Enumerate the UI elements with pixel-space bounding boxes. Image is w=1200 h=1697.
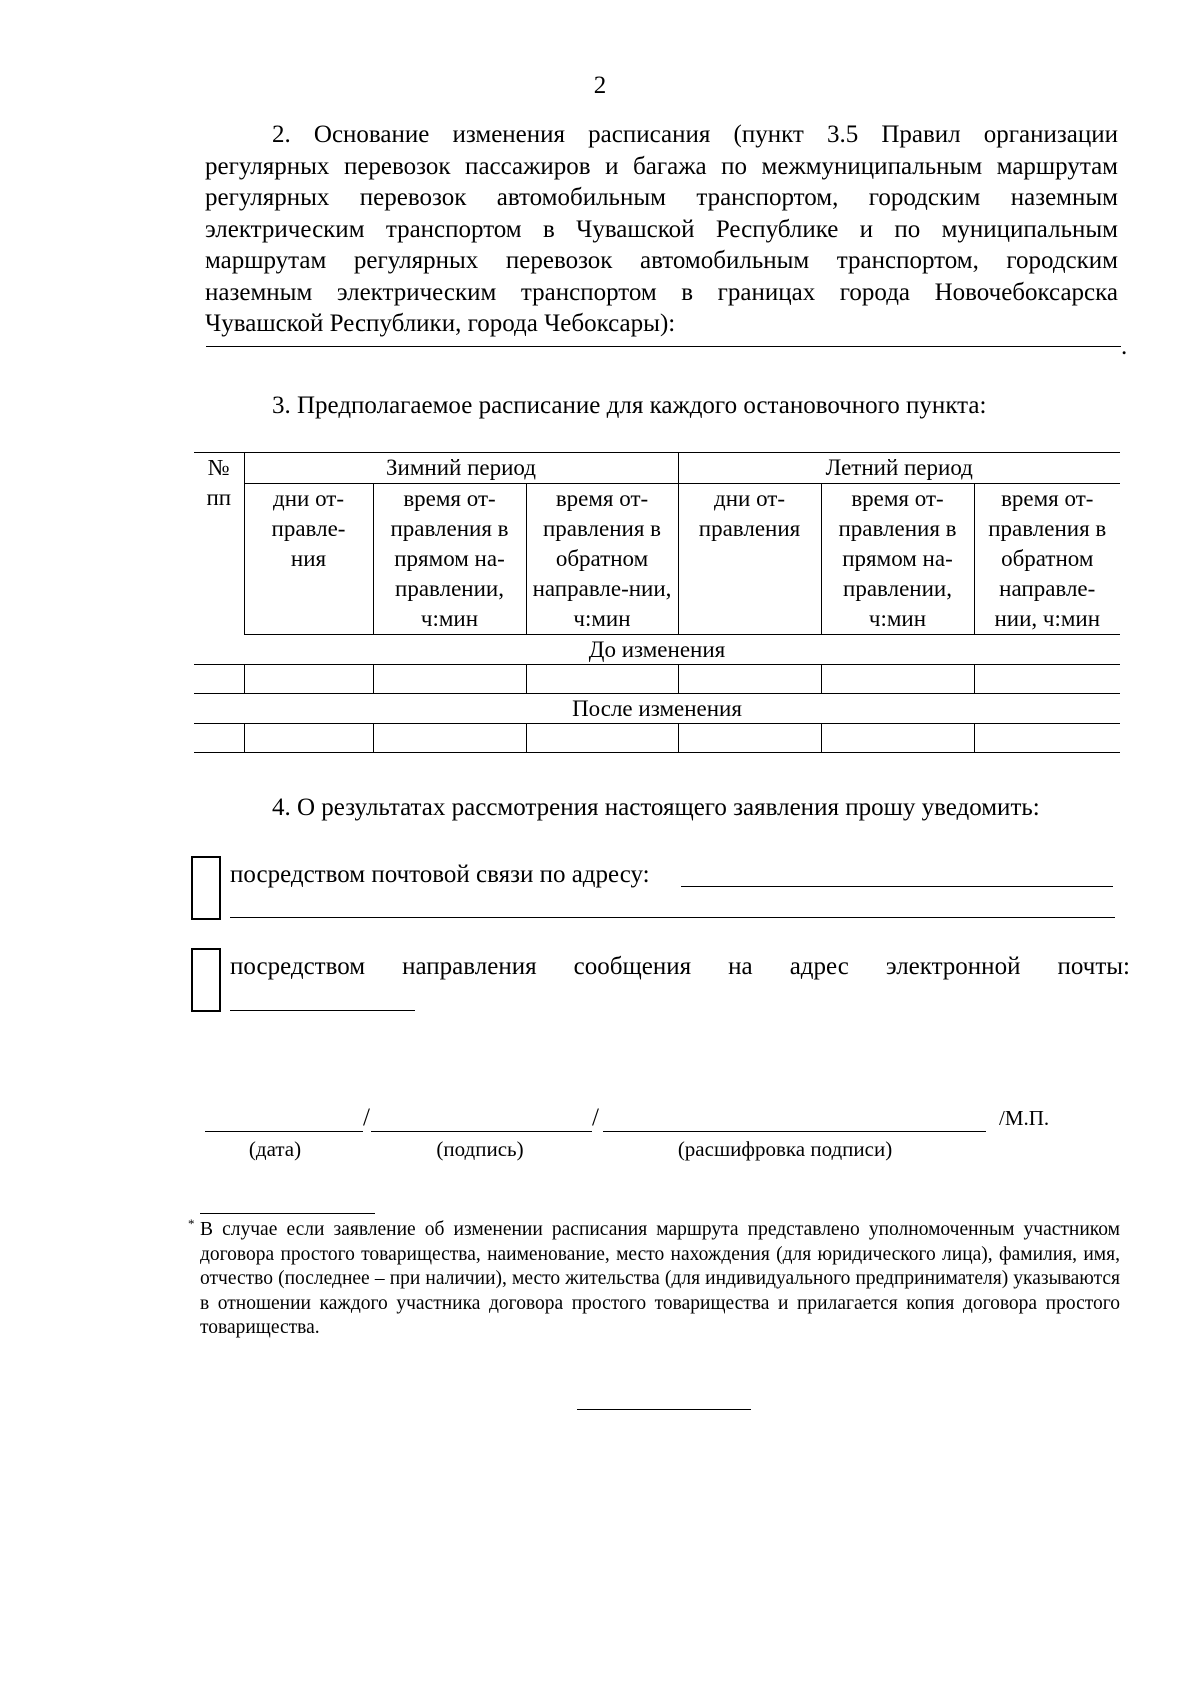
footnote-mark: * [188, 1216, 195, 1231]
before-cell-winter-return [526, 665, 678, 694]
stamp-label: /М.П. [999, 1106, 1050, 1130]
signature-caption: (подпись) [436, 1137, 524, 1161]
header-winter-period: Зимний период [244, 453, 678, 484]
after-change-label: После изменения [194, 694, 1120, 724]
header-summer-return-time: время от-правления в обратном направле-нии, ч:мин [974, 484, 1120, 635]
email-checkbox[interactable] [191, 948, 221, 1012]
before-cell-winter-forward [373, 665, 526, 694]
date-line[interactable] [205, 1131, 363, 1132]
after-cell-summer-days [678, 724, 821, 753]
before-cell-number [194, 665, 244, 694]
section-3-title: 3. Предполагаемое расписание для каждого остановочного пункта: [272, 392, 987, 419]
header-winter-return-time: время от-правления в обратном направле-нии, ч:мин [526, 484, 678, 635]
after-cell-winter-days [244, 724, 373, 753]
slash-2: / [592, 1104, 599, 1131]
email-address-line[interactable] [230, 1010, 415, 1011]
section-4-title: 4. О результатах рассмотрения настоящего заявления прошу уведомить: [272, 794, 1040, 821]
after-cell-winter-forward [373, 724, 526, 753]
date-caption: (дата) [248, 1137, 302, 1161]
after-cell-winter-return [526, 724, 678, 753]
section-2-basis-text: 2. Основание изменения расписания (пункт 3.5 Правил организации регулярных перевозок пассажиров и багажа по межмуниципальным маршрутам регулярных перевозок автомобильным транспортом, городским наземным электрическим транспортом в Чувашской Республике и по муниципальным маршрутам регулярных перевозок автомобильным транспортом, городским наземным электрическим транспортом в границах города Новочебоксарска Чувашской Республики, города Чебоксары): [205, 121, 1118, 337]
before-cell-winter-days [244, 665, 373, 694]
post-address-line-2[interactable] [230, 917, 1115, 918]
after-cell-number [194, 724, 244, 753]
before-cell-summer-return [974, 665, 1120, 694]
before-cell-summer-days [678, 665, 821, 694]
end-separator [577, 1409, 751, 1410]
header-summer-period: Летний период [678, 453, 1120, 484]
footnote-separator [200, 1213, 375, 1214]
basis-line-end-dot: . [1121, 333, 1128, 360]
footnote-text: В случае если заявление об изменении расписания маршрута представлено уполномоченным участником договора простого товарищества, наименование, место нахождения (для юридического лица), фамилия, имя, отчество (последнее – при наличии), место жительства (для индивидуального предпринимателя) указываются в отношении каждого участника договора простого товарищества и прилагается копия договора простого товарищества. [200, 1219, 1120, 1338]
header-summer-days: дни от-правления [678, 484, 821, 635]
signature-line[interactable] [371, 1131, 592, 1132]
email-option-label: посредством направления сообщения на адрес электронной почты: [230, 953, 1130, 980]
after-cell-summer-forward [821, 724, 974, 753]
after-cell-summer-return [974, 724, 1120, 753]
signature-decoding-caption: (расшифровка подписи) [677, 1137, 893, 1161]
before-change-label: До изменения [194, 635, 1120, 665]
signature-decoding-line[interactable] [603, 1131, 986, 1132]
post-checkbox[interactable] [191, 856, 221, 920]
header-number-text: № пп [206, 455, 232, 510]
basis-answer-line [206, 346, 1121, 347]
slash-1: / [363, 1104, 370, 1131]
before-cell-summer-forward [821, 665, 974, 694]
header-summer-forward-time: время от-правления в прямом на-правлении, ч:мин [821, 484, 974, 635]
footnote [188, 1216, 1120, 1341]
post-address-line-1[interactable] [681, 886, 1113, 887]
schedule-table [194, 452, 1120, 753]
header-number [194, 453, 244, 635]
header-winter-forward-time: время от-правления в прямом на-правлении, ч:мин [373, 484, 526, 635]
header-winter-days: дни от-правле-ния [244, 484, 373, 635]
page-number: 2 [593, 72, 607, 99]
post-option-label: посредством почтовой связи по адресу: [230, 861, 650, 888]
